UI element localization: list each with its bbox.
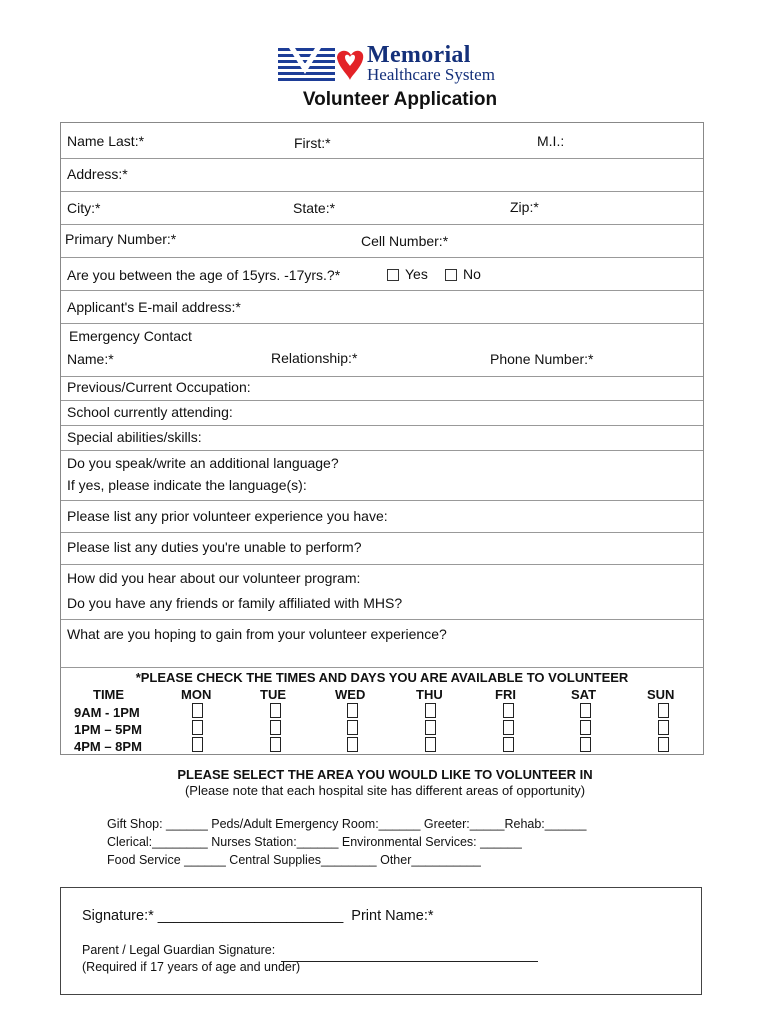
day-header-mon: MON — [181, 687, 212, 702]
day-header-wed: WED — [335, 687, 366, 702]
time-header: TIME — [93, 687, 125, 702]
cell-number-field[interactable]: Cell Number:* — [361, 233, 449, 249]
emergency-name-field[interactable]: Name:* — [67, 351, 114, 367]
hoping-gain-field[interactable]: What are you hoping to gain from your volunteer experience? — [67, 626, 447, 642]
no-label: No — [463, 266, 481, 282]
first-name-field[interactable]: First:* — [294, 135, 331, 151]
primary-number-field[interactable]: Primary Number:* — [65, 231, 177, 247]
availability-grid — [60, 667, 704, 755]
friends-family-field[interactable]: Do you have any friends or family affiliated with MHS? — [67, 595, 403, 611]
day-header-tue: TUE — [260, 687, 286, 702]
availability-checkbox-mon-3[interactable] — [192, 737, 203, 752]
time-slot-afternoon: 1PM – 5PM — [74, 722, 142, 737]
print-name-label: Print Name:* — [351, 908, 434, 924]
availability-checkbox-mon-2[interactable] — [192, 720, 203, 735]
signature-label-text: Signature:* — [82, 908, 154, 924]
signature-blank: _______________________ — [157, 908, 344, 924]
memorial-m-heart-icon — [275, 44, 365, 86]
availability-checkbox-sat-1[interactable] — [580, 703, 591, 718]
divider — [61, 376, 703, 377]
logo-text-memorial: Memorial — [367, 42, 471, 68]
emergency-relationship-field[interactable]: Relationship:* — [271, 350, 358, 366]
abilities-field[interactable]: Special abilities/skills: — [67, 429, 202, 445]
divider — [61, 158, 703, 159]
areas-heading: PLEASE SELECT THE AREA YOU WOULD LIKE TO VOLUNTEER IN — [177, 767, 593, 782]
day-header-sat: SAT — [571, 687, 597, 702]
city-field[interactable]: City:* — [67, 200, 101, 216]
signature-label[interactable] — [82, 908, 434, 924]
language-field[interactable]: If yes, please indicate the language(s): — [67, 477, 307, 493]
availability-checkbox-tue-2[interactable] — [270, 720, 281, 735]
divider — [61, 450, 703, 451]
application-form — [60, 122, 704, 668]
availability-checkbox-thu-3[interactable] — [425, 737, 436, 752]
areas-note: (Please note that each hospital site has different areas of opportunity) — [184, 783, 586, 798]
divider — [61, 500, 703, 501]
availability-checkbox-wed-2[interactable] — [347, 720, 358, 735]
occupation-field[interactable]: Previous/Current Occupation: — [67, 379, 251, 395]
divider — [61, 290, 703, 291]
age-yes-option[interactable] — [387, 266, 428, 282]
availability-checkbox-wed-3[interactable] — [347, 737, 358, 752]
yes-checkbox[interactable] — [387, 269, 399, 281]
divider — [61, 400, 703, 401]
divider — [61, 224, 703, 225]
availability-checkbox-fri-2[interactable] — [503, 720, 514, 735]
divider — [61, 257, 703, 258]
address-field[interactable]: Address:* — [67, 166, 128, 182]
areas-line-3[interactable]: Food Service ______ Central Supplies________ Other__________ — [107, 853, 481, 867]
name-last-field[interactable]: Name Last:* — [67, 133, 145, 149]
age-no-option[interactable] — [445, 266, 481, 282]
duties-unable-field[interactable]: Please list any duties you're unable to perform? — [67, 539, 362, 555]
availability-checkbox-sun-2[interactable] — [658, 720, 669, 735]
availability-checkbox-sat-2[interactable] — [580, 720, 591, 735]
divider — [61, 425, 703, 426]
availability-checkbox-sun-1[interactable] — [658, 703, 669, 718]
availability-checkbox-fri-1[interactable] — [503, 703, 514, 718]
guardian-note: (Required if 17 years of age and under) — [82, 960, 301, 974]
yes-label: Yes — [405, 266, 428, 282]
day-header-sun: SUN — [647, 687, 675, 702]
guardian-signature-label: Parent / Legal Guardian Signature: — [82, 943, 276, 957]
divider — [61, 532, 703, 533]
time-slot-evening: 4PM – 8PM — [74, 739, 142, 754]
logo-text-healthcare-system: Healthcare System — [367, 65, 495, 84]
divider — [61, 564, 703, 565]
day-header-thu: THU — [416, 687, 443, 702]
areas-line-1[interactable]: Gift Shop: ______ Peds/Adult Emergency Room:______ Greeter:_____Rehab:______ — [107, 817, 587, 831]
signature-box — [60, 887, 702, 995]
divider — [61, 323, 703, 324]
availability-checkbox-thu-1[interactable] — [425, 703, 436, 718]
memorial-logo — [275, 44, 520, 86]
school-field[interactable]: School currently attending: — [67, 404, 233, 420]
age-question: Are you between the age of 15yrs. -17yrs.?* — [67, 267, 341, 283]
day-header-fri: FRI — [495, 687, 516, 702]
availability-checkbox-sat-3[interactable] — [580, 737, 591, 752]
divider — [61, 191, 703, 192]
availability-checkbox-mon-1[interactable] — [192, 703, 203, 718]
state-field[interactable]: State:* — [293, 200, 336, 216]
availability-heading: *PLEASE CHECK THE TIMES AND DAYS YOU ARE AVAILABLE TO VOLUNTEER — [135, 670, 629, 685]
email-field[interactable]: Applicant's E-mail address:* — [67, 299, 241, 315]
emergency-contact-label: Emergency Contact — [69, 328, 192, 344]
availability-checkbox-tue-1[interactable] — [270, 703, 281, 718]
time-slot-morning: 9AM - 1PM — [74, 705, 140, 720]
emergency-phone-field[interactable]: Phone Number:* — [490, 351, 594, 367]
availability-checkbox-sun-3[interactable] — [658, 737, 669, 752]
availability-checkbox-wed-1[interactable] — [347, 703, 358, 718]
zip-field[interactable]: Zip:* — [510, 199, 539, 215]
middle-initial-field[interactable]: M.I.: — [537, 133, 565, 149]
prior-volunteer-field[interactable]: Please list any prior volunteer experience you have: — [67, 508, 388, 524]
no-checkbox[interactable] — [445, 269, 457, 281]
divider — [61, 619, 703, 620]
availability-checkbox-thu-2[interactable] — [425, 720, 436, 735]
availability-checkbox-tue-3[interactable] — [270, 737, 281, 752]
areas-line-2[interactable]: Clerical:________ Nurses Station:______ Environmental Services: ______ — [107, 835, 522, 849]
hear-about-field[interactable]: How did you hear about our volunteer program: — [67, 570, 361, 586]
language-question: Do you speak/write an additional language? — [67, 455, 339, 471]
availability-checkbox-fri-3[interactable] — [503, 737, 514, 752]
page-title: Volunteer Application — [302, 89, 498, 110]
guardian-signature-line[interactable] — [281, 961, 538, 962]
